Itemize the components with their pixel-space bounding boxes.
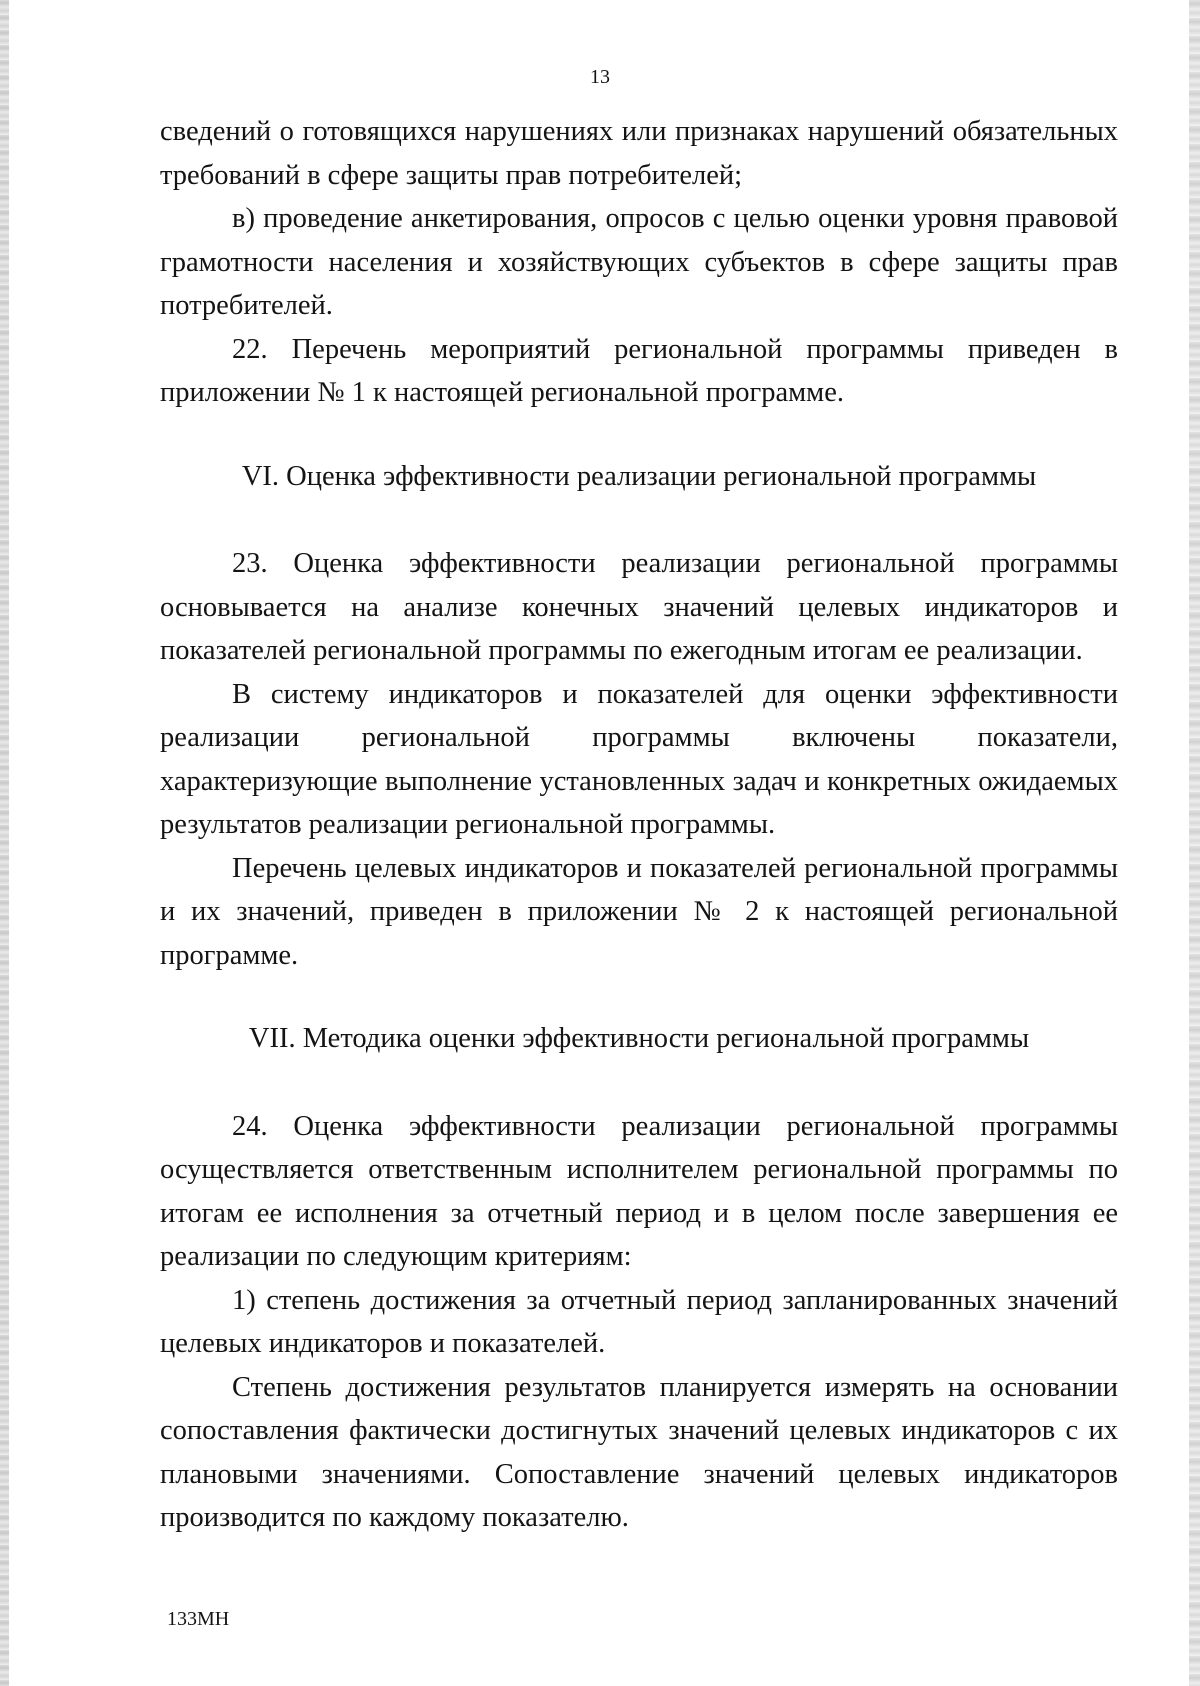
- paragraph-24: 24. Оценка эффективности реализации региональной программы осуществляется ответственным исполнителем региональной программы по итогам ее исполнения за отчетный период и в целом после завершения ее реализации по следующим критериям:: [160, 1110, 1118, 1272]
- paragraph-item-v: в) проведение анкетирования, опросов с целью оценки уровня правовой грамотности населения и хозяйствующих субъектов в сфере защиты прав потребителей.: [160, 203, 1118, 321]
- scan-edge-left: [0, 0, 9, 1686]
- paragraph-indicators-list: Перечень целевых индикаторов и показателей региональной программы и их значений, приведен в приложении № 2 к настоящей региональной программе.: [160, 852, 1118, 971]
- paragraph-achievement-degree: Степень достижения результатов планируется измерять на основании сопоставления фактически достигнутых значений целевых индикаторов с их плановыми значениями. Сопоставление значений целевых индикаторов производится по каждому показателю.: [160, 1371, 1118, 1533]
- paragraph-continuation: сведений о готовящихся нарушениях или признаках нарушений обязательных требований в сфере защиты прав потребителей;: [160, 116, 1118, 191]
- paragraph-criterion-1: 1) степень достижения за отчетный период запланированных значений целевых индикаторов и показателей.: [160, 1284, 1118, 1359]
- paragraph-23: 23. Оценка эффективности реализации региональной программы основывается на анализе конечных значений целевых индикаторов и показателей региональной программы по ежегодным итогам ее реализации.: [160, 548, 1118, 666]
- scan-edge-right: [1189, 0, 1200, 1686]
- paragraph-22: 22. Перечень мероприятий региональной программы приведен в приложении № 1 к настоящей региональной программе.: [160, 333, 1118, 408]
- section-heading-vii: VII. Методика оценки эффективности региональной программы: [248, 1023, 1030, 1054]
- section-heading-vi: VI. Оценка эффективности реализации региональной программы: [241, 460, 1037, 492]
- footer-code: 133МН: [167, 1608, 230, 1630]
- page-number: 13: [590, 66, 610, 88]
- paragraph-indicators-system: В систему индикаторов и показателей для оценки эффективности реализации региональной программы включены показатели, характеризующие выполнение установленных задач и конкретных ожидаемых результатов реализации региональной программы.: [160, 678, 1118, 840]
- document-body: [160, 110, 1118, 1540]
